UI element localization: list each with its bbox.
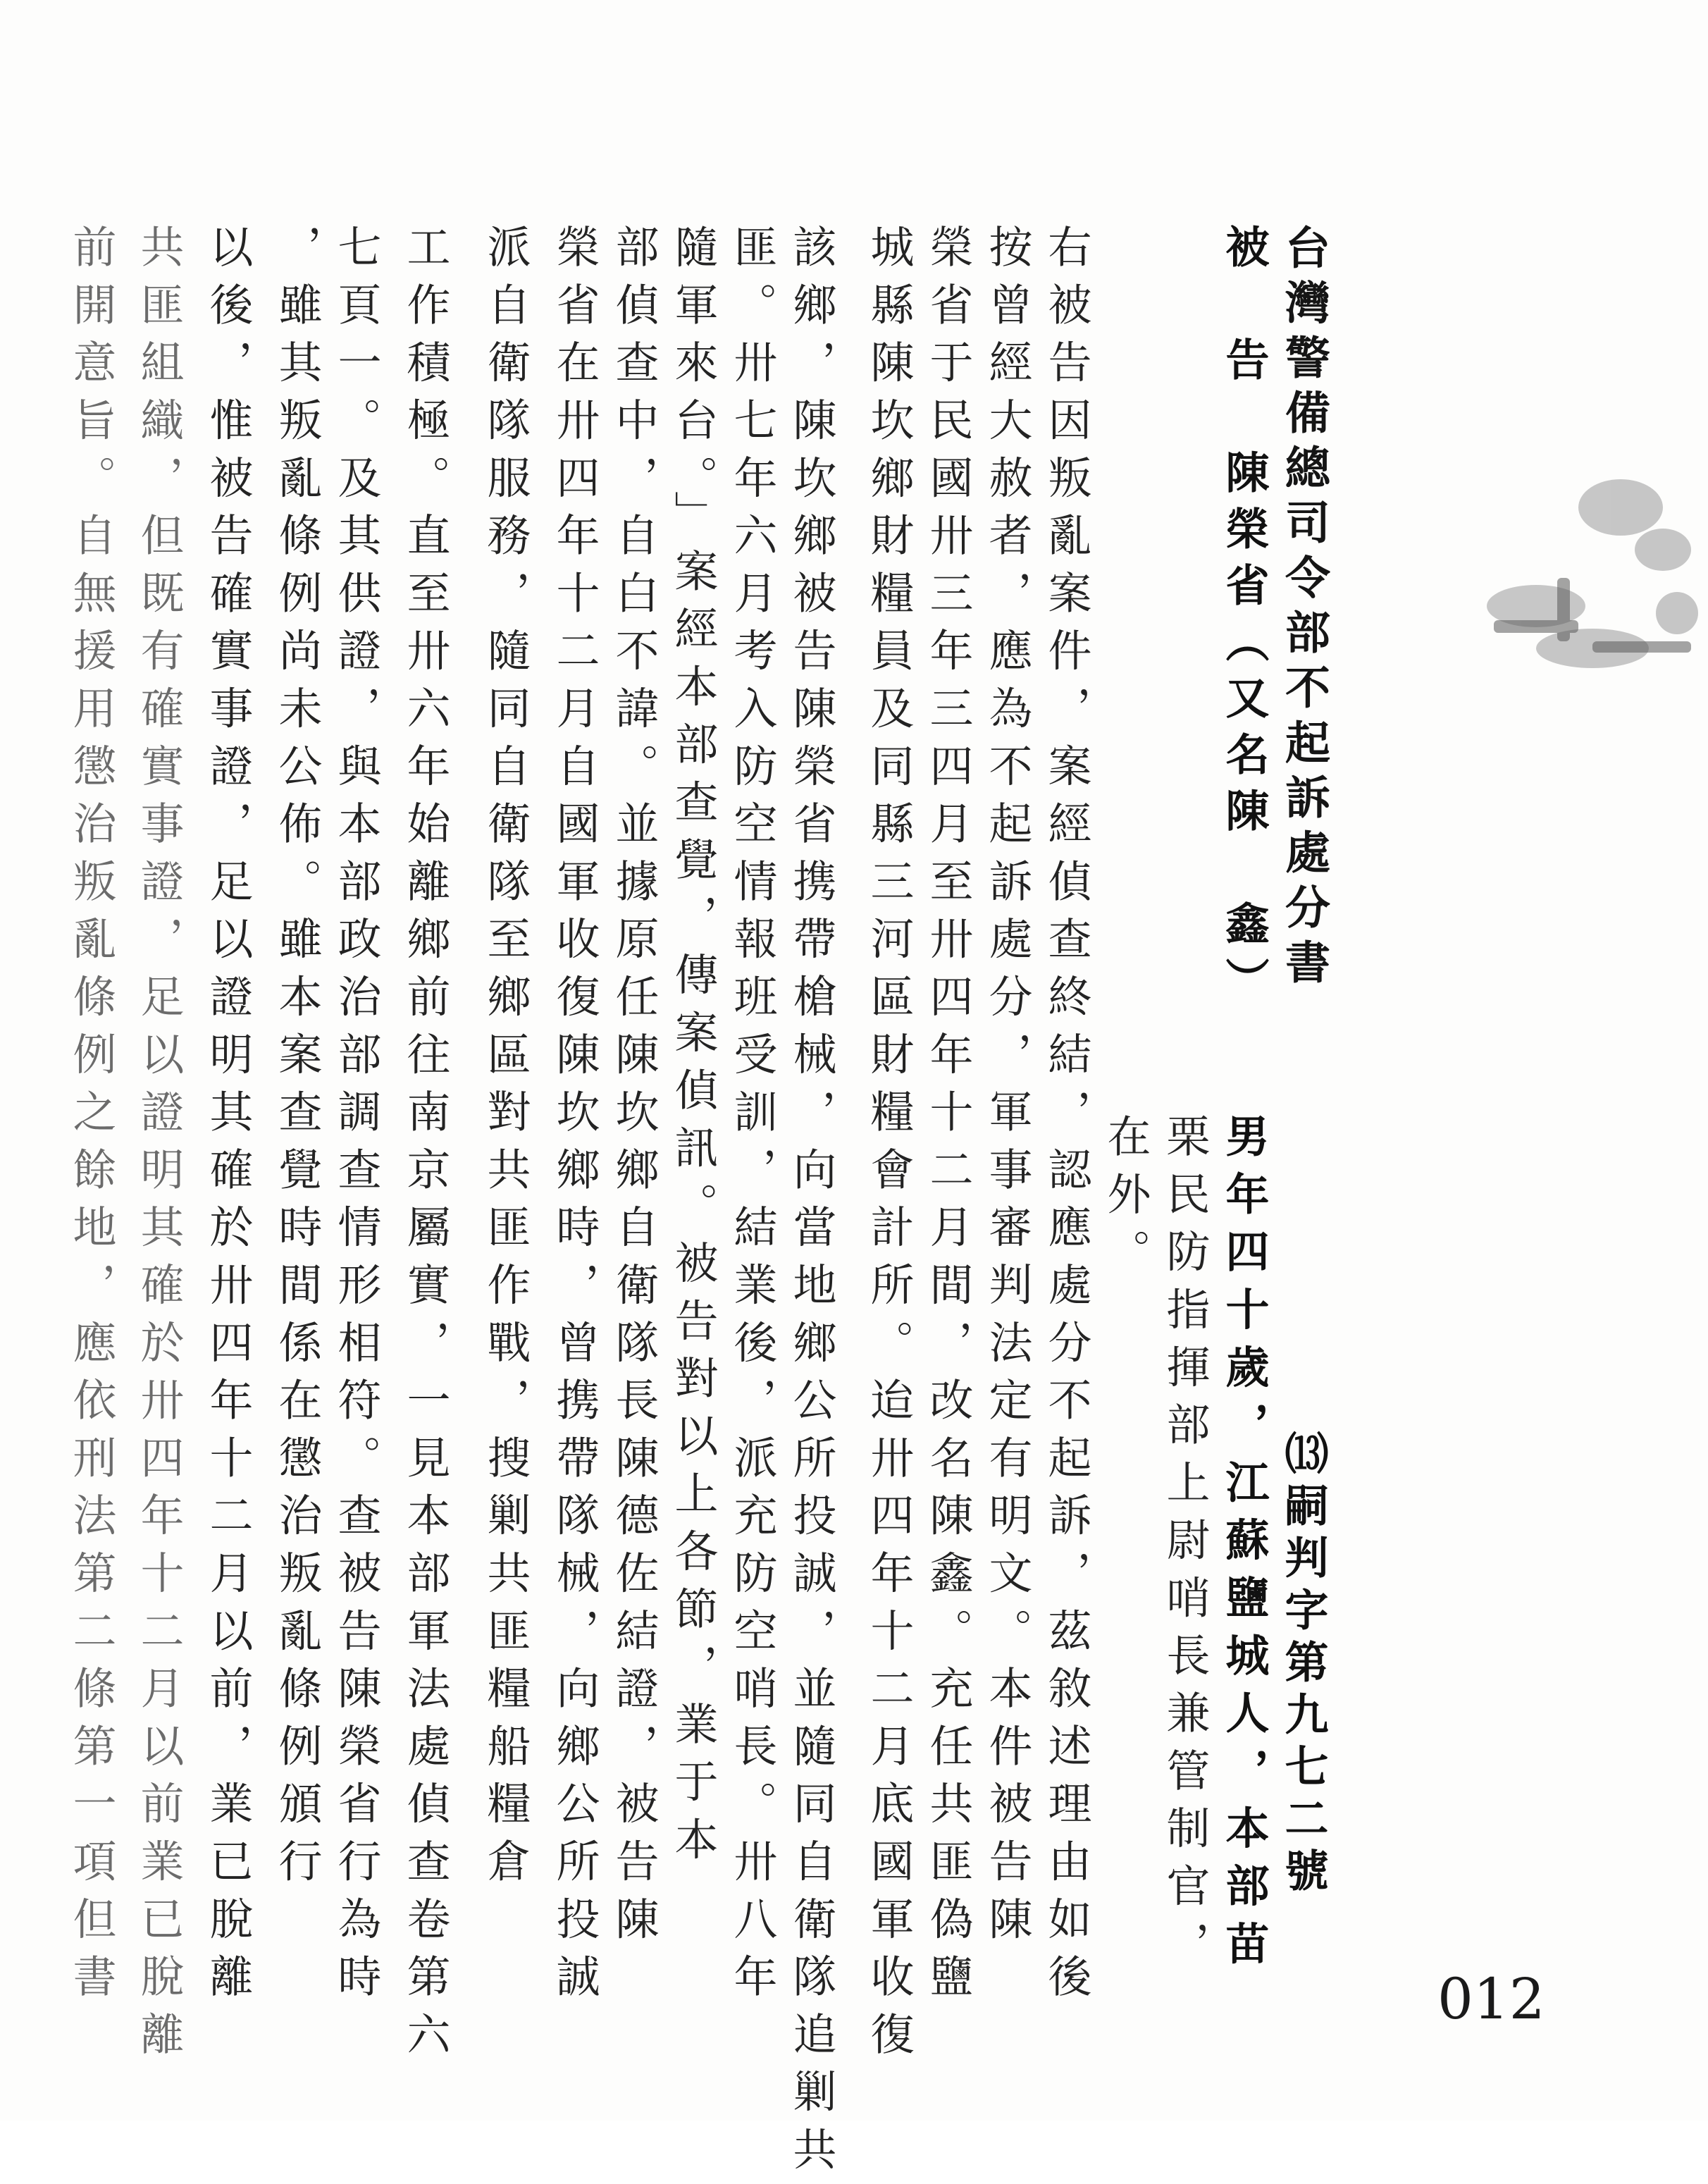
body-column-11: 工作積極。直至卅六年始離鄉前往南京屬實，一見本部軍法處偵查卷第六 [400, 224, 451, 2069]
body-column-1: 右被告因叛亂案件，案經偵查終結，認應處分不起訴，茲敘述理由如後 [1041, 224, 1092, 2011]
seal-stamp [1452, 451, 1705, 691]
defendant-info-3: 在外。 [1100, 1113, 1151, 1287]
body-column-2: 按曾經大赦者，應為不起訴處分，軍事審判法定有明文。本件被告陳 [982, 224, 1033, 1954]
case-number: ⒀嗣判字第九七二號 [1277, 1431, 1329, 1900]
body-column-4: 城縣陳坎鄉財糧員及同縣三河區財糧會計所。迨卅四年十二月底國軍收復 [863, 224, 915, 2069]
page-number: 012 [1437, 1966, 1545, 2032]
body-column-13: ，雖其叛亂條例尚未公佈。雖本案查覺時間係在懲治叛亂條例頒行 [271, 224, 323, 1896]
body-column-7: 隨軍來台。」案經本部查覺，傳案偵訊。被告對以上各節，業于本 [667, 224, 719, 1875]
body-column-5: 該鄉，陳坎鄉被告陳榮省携帶槍械，向當地鄉公所投誠，並隨同自衛隊追剿共 [786, 224, 837, 2184]
document-title: 台灣警備總司令部不起訴處分書 [1277, 224, 1330, 994]
body-column-9: 榮省在卅四年十二月自國軍收復陳坎鄉時，曾携帶隊械，向鄉公所投誠 [549, 224, 600, 2011]
body-column-3: 榮省于民國卅三年三四月至卅四年十二月間，改名陳鑫。充任共匪偽鹽 [922, 224, 974, 2011]
defendant-label: 被 告 陳榮省（又名陳 鑫） [1218, 224, 1270, 1013]
body-column-16: 前開意旨。自無援用懲治叛亂條例之餘地，應依刑法第二條第一項但書 [66, 224, 117, 2011]
defendant-info: 男年四十歲，江蘇鹽城人，本部苗 [1218, 1113, 1270, 1978]
body-column-12: 七頁一。及其供證，與本部政治部調查情形相符。查被告陳榮省行為時 [330, 224, 382, 2011]
body-column-15: 共匪組織，但既有確實事證，足以證明其確於卅四年十二月以前業已脫離 [133, 224, 185, 2069]
body-column-10: 派自衛隊服務，隨同自衛隊至鄉區對共匪作戰，搜剿共匪糧船糧倉 [480, 224, 531, 1896]
body-column-8: 部偵查中，自白不諱。並據原任陳坎鄉自衛隊長陳德佐結證，被告陳 [608, 224, 660, 1954]
body-column-14: 以後，惟被告確實事證，足以證明其確於卅四年十二月以前，業已脫離 [202, 224, 254, 2011]
defendant-info-2: 栗民防指揮部上尉哨長兼管制官， [1159, 1113, 1211, 1978]
body-column-6: 匪。卅七年六月考入防空情報班受訓，結業後，派充防空哨長。卅八年 [726, 224, 778, 2011]
